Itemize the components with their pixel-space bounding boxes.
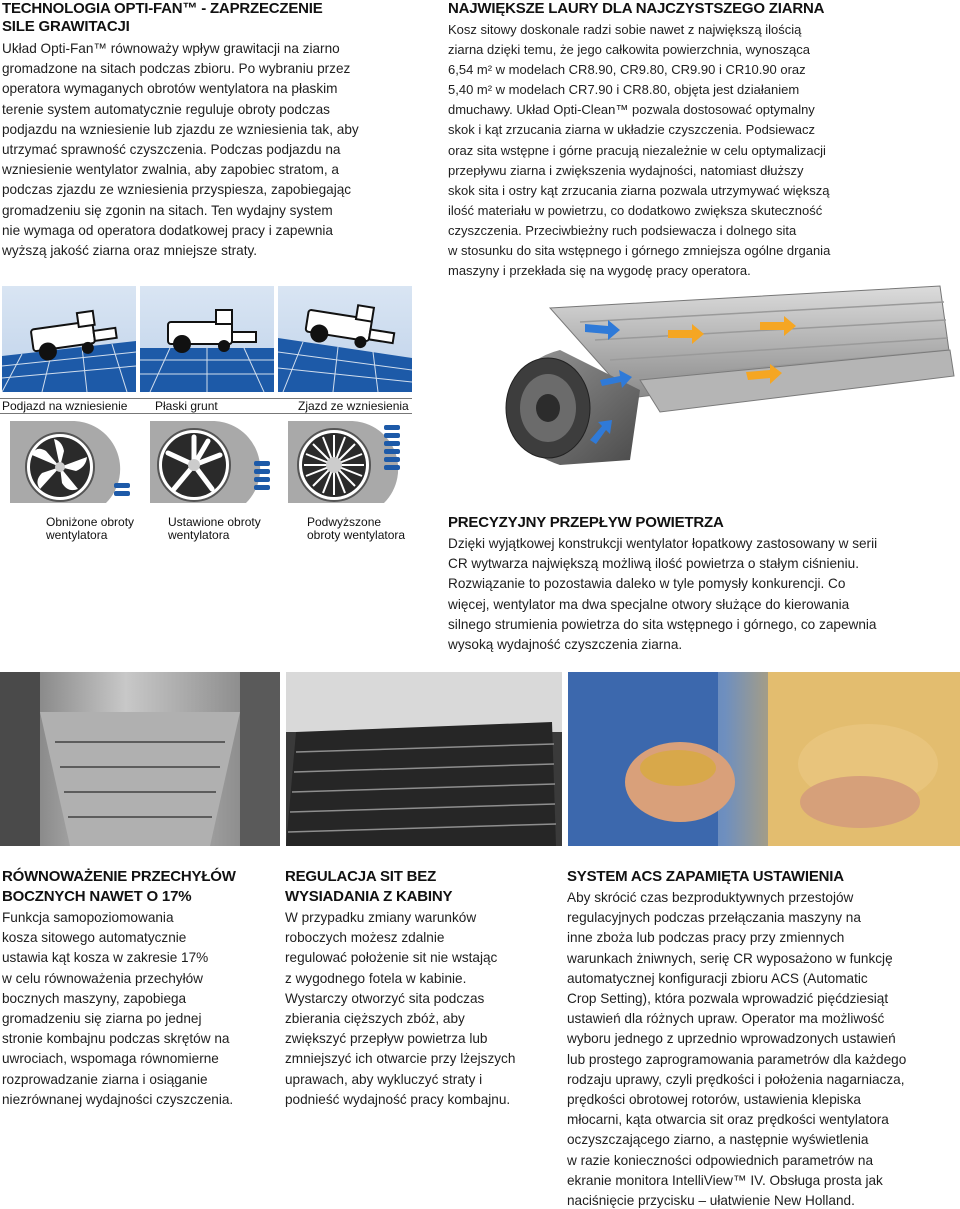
caption-line: Obniżone obroty (46, 515, 135, 529)
sieve-title: NAJWIĘKSZE LAURY DLA NAJCZYSTSZEGO ZIARNA (448, 0, 825, 17)
text-line: inne zboża lub podczas pracy przy zmiennych (567, 930, 845, 946)
combine-flat-icon (140, 286, 274, 392)
text-line: Rozwiązanie to pozostawia daleko w tyle pomysły konkurencji. Co (448, 576, 846, 592)
flat-illustration (140, 286, 274, 392)
optifan-title (2, 0, 432, 36)
text-line: w stosunku do sita wstępnego i górnego zmniejsza ogólne drgania (448, 243, 831, 259)
text-line: rodzaju uprawy, czyli prędkości i położenia nagarniacza, (567, 1071, 905, 1087)
text-line: oczyszczającego ziarno, a następnie wyświetlenia (567, 1132, 869, 1148)
text-line: gromadzeniu się ziarna po jednej (2, 1011, 202, 1027)
sieve-mesh-image (286, 672, 562, 846)
text-line: dmuchawy. Układ Opti-Clean™ pozwala dostosować optymalny (448, 102, 815, 118)
text-line: ustawia kąt kosza w zakresie 17% (2, 950, 209, 966)
text-line: wyboru jednego z uprzednio wprowadzonych ustawień (567, 1031, 896, 1047)
text-line: czyszczenia. Przeciwbieżny ruch podsiewacza i dolnego sita (448, 222, 797, 238)
text-line: podczas zjazdu ze wzniesienia przyspiesza, zapobiegając (2, 182, 352, 198)
fan-set-caption (168, 516, 261, 542)
text-line: Crop Setting), która pozwala wprowadzić pięćdziesiąt (567, 991, 889, 1007)
precise-airflow-title: PRECYZYJNY PRZEPŁYW POWIETRZA (448, 514, 724, 531)
text-line: Aby skrócić czas bezproduktywnych przestojów (567, 890, 854, 905)
precise-airflow-text (448, 534, 960, 655)
downhill-illustration (278, 286, 412, 392)
text-line: oraz sita wstępne i górne pracują niezależnie w celu optymalizacji (448, 142, 826, 158)
text-line: automatycznej konfiguracji zbioru ACS (Automatic (567, 970, 868, 986)
text-line: warunkach żniwnych, serię CR wyposażono w funkcję (567, 950, 893, 966)
remote-sieve-title-line1: REGULACJA SIT BEZ (285, 868, 437, 885)
text-line: Dzięki wyjątkowej konstrukcji wentylator łopatkowy zastosowany w serii (448, 536, 878, 551)
grain-in-hands-image (568, 672, 960, 846)
text-line: skok i kąt zrzucania ziarna w układzie czyszczenia. Podsiewacz (448, 122, 816, 138)
acs-title: SYSTEM ACS ZAPAMIĘTA USTAWIENIA (567, 868, 844, 885)
text-line: ekranie monitora IntelliView™ IV. Obsługa prosta jak (567, 1172, 883, 1188)
acs-text (567, 888, 959, 1209)
photo-grain-hands (568, 672, 960, 846)
text-line: więcej, wentylator ma dwa specjalne otwory służące do kierowania (448, 596, 850, 612)
remote-sieve-title-line2: WYSIADANIA Z KABINY (285, 888, 453, 905)
text-line: zbierania cięższych zbóż, aby (285, 1011, 465, 1027)
text-line: wysoką wydajność czyszczenia ziarna. (448, 637, 683, 653)
text-line: przepływu ziarna i zwiększenia wydajności, natomiast dłuższy (448, 162, 804, 178)
text-line: uwrociach, wspomaga równomierne (2, 1051, 219, 1067)
text-line: ustawień dla różnych upraw. Operator ma możliwość (567, 1011, 885, 1027)
text-line: ziarna dzięki temu, że jego całkowita powierzchnia, wynosząca (448, 42, 811, 58)
text-line: podjazdu na wzniesienie lub zjazdu ze wzniesienia tak, aby (2, 121, 359, 137)
text-line: niezrównanej wydajności czyszczenia. (2, 1091, 234, 1107)
side-tilt-text (2, 908, 284, 1110)
text-line: maszyny i przekłada się na wygodę pracy operatora. (448, 263, 751, 279)
side-tilt-title-line1: RÓWNOWAŻENIE PRZECHYŁÓW (2, 868, 236, 885)
text-line: regulacyjnych podczas przełączania maszyny na (567, 910, 861, 926)
sieve-text (448, 20, 958, 281)
text-line: zmniejszyć ich otwarcie przy lżejszych (285, 1051, 516, 1067)
text-line: w celu równoważenia przechyłów (2, 970, 203, 986)
text-line: silnego strumienia powietrza do sita wstępnego i górnego, co zapewnia (448, 616, 877, 632)
combine-uphill-icon (2, 286, 136, 392)
fan-set (150, 421, 286, 503)
cleaning-system-illustration (430, 280, 960, 490)
text-line: W przypadku zmiany warunków (285, 910, 477, 925)
text-line: roboczych możesz zdalnie (285, 930, 445, 946)
text-line: operatora wymaganych obrotów wentylatora na płaskim (2, 81, 338, 97)
text-line: 6,54 m² w modelach CR8.90, CR9.80, CR9.90 i CR10.90 oraz (448, 62, 806, 78)
photo-sieve-mesh (286, 672, 562, 846)
fan-set-icon (150, 421, 286, 503)
text-line: gromadzone na sitach podczas zbioru. Po wybraniu przez (2, 61, 351, 77)
text-line: rozprowadzanie ziarna i osiąganie (2, 1071, 208, 1087)
text-line: utrzymać sprawność czyszczenia. Podczas podjazdu na (2, 142, 341, 158)
photo-sieve-interior (0, 672, 280, 846)
side-tilt-title (2, 867, 282, 907)
text-line: stronie kombajnu podczas skrętów na (2, 1031, 230, 1047)
fan-high-caption (307, 516, 405, 542)
text-line: regulować położenie sit nie wstając (285, 950, 498, 966)
optifan-title-line1: TECHNOLOGIA OPTI-FAN™ - ZAPRZECZENIE (2, 0, 323, 17)
text-line: skok sita i ostry kąt zrzucania ziarna pozwala utrzymywać większą (448, 182, 830, 198)
text-line: lub prostego zaprogramowania parametrów dla każdego (567, 1051, 907, 1067)
text-line: Funkcja samopoziomowania (2, 910, 174, 925)
text-line: wyższą jakość ziarna oraz mniejsze straty. (2, 243, 258, 259)
fan-low (10, 421, 146, 503)
flat-label: Płaski grunt (155, 399, 218, 413)
remote-sieve-title (285, 867, 565, 907)
sieve-fan-render-icon (430, 280, 960, 490)
text-line: Układ Opti-Fan™ równoważy wpływ grawitacji na ziarno (2, 41, 340, 56)
caption-line: Ustawione obroty (168, 515, 261, 529)
text-line: gromadzeniu się zgonin na sitach. Ten wydajny system (2, 202, 333, 218)
text-line: bocznych maszyny, zapobiega (2, 990, 187, 1006)
caption-line: Podwyższone (307, 515, 382, 529)
uphill-label: Podjazd na wzniesienie (2, 399, 128, 413)
combine-downhill-icon (278, 286, 412, 392)
fan-low-caption (46, 516, 134, 542)
text-line: kosza sitowego automatycznie (2, 930, 187, 946)
fan-high-icon (288, 421, 424, 503)
text-line: zwiększyć przepływ powietrza lub (285, 1031, 488, 1047)
caption-line: obroty wentylatora (307, 528, 406, 542)
text-line: Kosz sitowy doskonale radzi sobie nawet z największą ilością (448, 22, 802, 37)
text-line: wzniesienie wentylator zwalnia, aby zapobiec stratom, a (2, 162, 339, 178)
downhill-label: Zjazd ze wzniesienia (298, 399, 409, 413)
caption-line: wentylatora (168, 528, 230, 542)
optifan-text (2, 39, 432, 261)
caption-line: wentylatora (46, 528, 108, 542)
text-line: Wystarczy otworzyć sita podczas (285, 990, 485, 1006)
sieve-interior-image (0, 672, 280, 846)
optifan-title-line2: SILE GRAWITACJI (2, 18, 130, 35)
text-line: ilość materiału w powietrzu, co dodatkowo zwiększa skuteczność (448, 202, 823, 218)
text-line: 5,40 m² w modelach CR7.90 i CR8.80, objęta jest działaniem (448, 82, 800, 98)
fan-low-icon (10, 421, 146, 503)
fan-high (288, 421, 424, 503)
remote-sieve-text (285, 908, 565, 1110)
text-line: nie wymaga od operatora dodatkowej pracy i zapewnia (2, 222, 333, 238)
uphill-illustration (2, 286, 136, 392)
text-line: w razie konieczności odpowiednich parametrów na (567, 1152, 874, 1168)
text-line: młocarni, kąta otwarcia sit oraz prędkości wentylatora (567, 1112, 889, 1128)
text-line: podnieść wydajność pracy kombajnu. (285, 1091, 511, 1107)
text-line: z wygodnego fotela w kabinie. (285, 970, 467, 986)
side-tilt-title-line2: BOCZNYCH NAWET O 17% (2, 888, 192, 905)
text-line: uprawach, aby wykluczyć straty i (285, 1071, 483, 1087)
text-line: naciśnięcie przycisku – ułatwienie New Holland. (567, 1193, 855, 1209)
text-line: terenie system automatycznie reguluje obroty podczas (2, 101, 330, 117)
text-line: CR wytwarza największą możliwą ilość powietrza o stałym ciśnieniu. (448, 556, 859, 572)
text-line: prędkości obrotowej rotorów, ustawienia klepiska (567, 1092, 861, 1108)
